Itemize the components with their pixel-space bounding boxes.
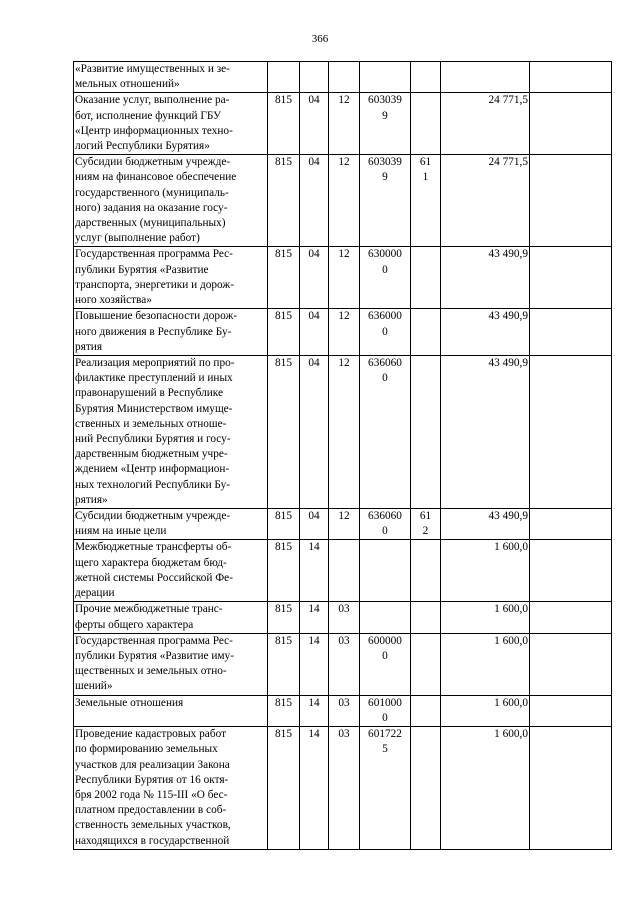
cell-csr: 600000 0 <box>360 633 411 695</box>
page-number: 366 <box>311 33 329 45</box>
cell-extra <box>530 62 612 93</box>
cell-sum: 1 600,0 <box>441 602 530 633</box>
cell-csr <box>360 62 411 93</box>
cell-pr: 12 <box>329 155 360 247</box>
cell-vr <box>411 356 441 509</box>
cell-gr: 815 <box>268 633 300 695</box>
cell-gr: 815 <box>268 602 300 633</box>
cell-pr: 03 <box>329 633 360 695</box>
cell-rz <box>300 62 329 93</box>
cell-sum: 43 490,9 <box>441 356 530 509</box>
cell-rz: 04 <box>300 247 329 309</box>
cell-sum: 1 600,0 <box>441 540 530 602</box>
cell-csr: 601722 5 <box>360 727 411 850</box>
cell-name: Оказание услуг, выполнение ра- бот, исполнение функций ГБУ «Центр информационных техно- логий Республики Бурятия» <box>74 93 268 155</box>
cell-name: Повышение безопасности дорож- ного движения в Республике Бу- рятия <box>74 309 268 356</box>
cell-csr <box>360 540 411 602</box>
cell-extra <box>530 93 612 155</box>
cell-pr: 03 <box>329 727 360 850</box>
cell-rz: 04 <box>300 356 329 509</box>
cell-vr <box>411 540 441 602</box>
cell-pr: 12 <box>329 309 360 356</box>
cell-vr <box>411 309 441 356</box>
cell-gr: 815 <box>268 155 300 247</box>
table-row <box>74 247 612 309</box>
cell-pr <box>329 540 360 602</box>
table-row <box>74 727 612 850</box>
cell-rz: 04 <box>300 309 329 356</box>
cell-gr: 815 <box>268 356 300 509</box>
cell-vr <box>411 93 441 155</box>
cell-rz: 14 <box>300 727 329 850</box>
cell-name: Межбюджетные трансферты об- щего характера бюджетам бюд- жетной системы Российской Фе- дерации <box>74 540 268 602</box>
cell-vr <box>411 602 441 633</box>
table-row <box>74 309 612 356</box>
table-row <box>74 62 612 93</box>
table-row <box>74 633 612 695</box>
cell-name: Земельные отношения <box>74 695 268 726</box>
cell-sum: 43 490,9 <box>441 309 530 356</box>
table-row <box>74 540 612 602</box>
cell-extra <box>530 695 612 726</box>
cell-name: Проведение кадастровых работ по формированию земельных участков для реализации Закона Республики Бурятия от 16 октя- бря 2002 года № 115-III «О бес- платном предоставлении в соб- ственность земельных участков, находящихся в государственной <box>74 727 268 850</box>
cell-csr: 603039 9 <box>360 155 411 247</box>
cell-rz: 04 <box>300 155 329 247</box>
cell-vr: 61 2 <box>411 509 441 540</box>
cell-gr: 815 <box>268 247 300 309</box>
table-row <box>74 93 612 155</box>
cell-extra <box>530 155 612 247</box>
cell-gr <box>268 62 300 93</box>
table-row <box>74 155 612 247</box>
cell-vr <box>411 695 441 726</box>
cell-gr: 815 <box>268 509 300 540</box>
cell-name: Субсидии бюджетным учрежде- ниям на финансовое обеспечение государственного (муниципаль- ного) задания на оказание госу- дарственных (муниципальных) услуг (выполнение работ) <box>74 155 268 247</box>
cell-rz: 04 <box>300 93 329 155</box>
cell-extra <box>530 509 612 540</box>
cell-gr: 815 <box>268 540 300 602</box>
cell-csr: 636060 0 <box>360 509 411 540</box>
cell-vr <box>411 727 441 850</box>
cell-name: Государственная программа Рес- публики Бурятия «Развитие иму- щественных и земельных отно- шений» <box>74 633 268 695</box>
cell-pr: 12 <box>329 509 360 540</box>
cell-extra <box>530 356 612 509</box>
cell-pr <box>329 62 360 93</box>
cell-gr: 815 <box>268 309 300 356</box>
cell-extra <box>530 247 612 309</box>
cell-vr <box>411 247 441 309</box>
table-row <box>74 356 612 509</box>
cell-extra <box>530 727 612 850</box>
cell-name: «Развитие имущественных и зе- мельных отношений» <box>74 62 268 93</box>
cell-rz: 14 <box>300 540 329 602</box>
cell-name: Субсидии бюджетным учрежде- ниям на иные цели <box>74 509 268 540</box>
cell-sum: 43 490,9 <box>441 509 530 540</box>
cell-csr: 601000 0 <box>360 695 411 726</box>
cell-gr: 815 <box>268 695 300 726</box>
cell-extra <box>530 309 612 356</box>
table-row <box>74 695 612 726</box>
cell-vr <box>411 62 441 93</box>
cell-gr: 815 <box>268 727 300 850</box>
cell-sum: 1 600,0 <box>441 695 530 726</box>
cell-csr: 603039 9 <box>360 93 411 155</box>
cell-csr: 636060 0 <box>360 356 411 509</box>
cell-name: Прочие межбюджетные транс- ферты общего характера <box>74 602 268 633</box>
cell-sum <box>441 62 530 93</box>
cell-vr <box>411 633 441 695</box>
table-row <box>74 509 612 540</box>
table-row <box>74 602 612 633</box>
cell-sum: 24 771,5 <box>441 155 530 247</box>
cell-pr: 03 <box>329 695 360 726</box>
cell-gr: 815 <box>268 93 300 155</box>
cell-pr: 03 <box>329 602 360 633</box>
cell-extra <box>530 602 612 633</box>
cell-sum: 1 600,0 <box>441 633 530 695</box>
cell-sum: 24 771,5 <box>441 93 530 155</box>
cell-rz: 14 <box>300 695 329 726</box>
cell-sum: 1 600,0 <box>441 727 530 850</box>
cell-extra <box>530 633 612 695</box>
budget-table <box>73 61 612 850</box>
cell-extra <box>530 540 612 602</box>
cell-pr: 12 <box>329 247 360 309</box>
cell-name: Реализация мероприятий по про- филактике преступлений и иных правонарушений в Республике Бурятия Министерством имуще- ственных и земельных отноше- ний Республики Бурятия и госу- дарственным бюджетным учре- ждением «Центр информацион- ных технологий Республики Бу- рятия» <box>74 356 268 509</box>
cell-rz: 04 <box>300 509 329 540</box>
cell-csr: 636000 0 <box>360 309 411 356</box>
cell-name: Государственная программа Рес- публики Бурятия «Развитие транспорта, энергетики и дорож- ного хозяйства» <box>74 247 268 309</box>
cell-vr: 61 1 <box>411 155 441 247</box>
cell-rz: 14 <box>300 602 329 633</box>
cell-csr <box>360 602 411 633</box>
cell-pr: 12 <box>329 93 360 155</box>
cell-pr: 12 <box>329 356 360 509</box>
cell-csr: 630000 0 <box>360 247 411 309</box>
cell-sum: 43 490,9 <box>441 247 530 309</box>
cell-rz: 14 <box>300 633 329 695</box>
